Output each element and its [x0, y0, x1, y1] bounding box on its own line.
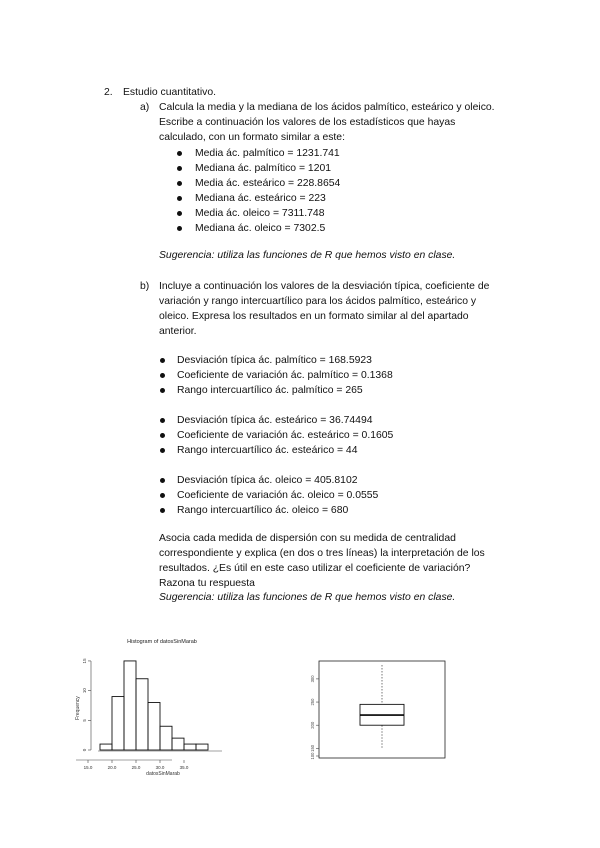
x-tick-label: 30.0: [155, 765, 165, 770]
histogram-bar: [112, 697, 124, 750]
list-item: Mediana ác. oleico = 7302.5: [195, 223, 326, 234]
bullet-icon: [160, 478, 165, 483]
list-item: Media ác. palmítico = 1231.741: [195, 148, 340, 159]
x-tick-label: 20.0: [107, 765, 117, 770]
histogram-bar: [172, 738, 184, 750]
bullet-icon: [160, 448, 165, 453]
list-item: Desviación típica ác. palmítico = 168.5923: [177, 355, 372, 366]
bullet-icon: [177, 196, 182, 201]
boxplot-chart: [305, 655, 450, 765]
section-number: 2.: [104, 87, 113, 98]
chart-title: Histogram of datosSinMarab: [127, 639, 197, 645]
bullet-icon: [160, 358, 165, 363]
y-tick-label: 300: [310, 675, 315, 683]
section-title: Estudio cuantitativo.: [123, 87, 216, 98]
bullet-icon: [177, 151, 182, 156]
part-b-label: b): [140, 281, 150, 292]
x-axis-label: datosSinMarab: [146, 771, 180, 777]
part-b-hint: Sugerencia: utiliza las funciones de R que hemos visto en clase.: [159, 592, 456, 603]
histogram-bar: [100, 744, 112, 750]
question-line: resultados. ¿Es útil en este caso utilizar el coeficiente de variación?: [159, 563, 471, 574]
x-tick-label: 25.0: [131, 765, 141, 770]
list-item: Rango intercuartílico ác. esteárico = 44: [177, 445, 358, 456]
question-line: Asocia cada medida de dispersión con su medida de centralidad: [159, 533, 456, 544]
bullet-icon: [160, 508, 165, 513]
bullet-icon: [160, 388, 165, 393]
list-item: Desviación típica ác. esteárico = 36.74494: [177, 415, 373, 426]
histogram-bar: [196, 744, 208, 750]
list-item: Media ác. oleico = 7311.748: [195, 208, 325, 219]
y-tick-label: 5: [82, 719, 87, 722]
bullet-icon: [160, 433, 165, 438]
histogram-bar: [136, 679, 148, 750]
y-tick-label: 0: [82, 748, 87, 752]
histogram-bar: [184, 744, 196, 750]
part-b-line: oleico. Expresa los resultados en un formato similar al del apartado: [159, 311, 469, 322]
bullet-icon: [177, 226, 182, 231]
bullet-icon: [177, 181, 182, 186]
bullet-icon: [177, 166, 182, 171]
bullet-icon: [160, 418, 165, 423]
list-item: Media ác. esteárico = 228.8654: [195, 178, 341, 189]
y-tick-label: 100: [310, 752, 315, 760]
question-line: correspondiente y explica (en dos o tres líneas) la interpretación de los: [159, 548, 485, 559]
part-a-label: a): [140, 102, 150, 113]
histogram-chart: [70, 633, 240, 783]
bullet-icon: [160, 493, 165, 498]
y-tick-label: 200: [310, 721, 315, 729]
part-a-hint: Sugerencia: utiliza las funciones de R que hemos visto en clase.: [159, 250, 456, 261]
part-a-line: Escribe a continuación los valores de los estadísticos que hayas: [159, 117, 456, 128]
list-item: Coeficiente de variación ác. esteárico = 0.1605: [177, 430, 394, 441]
x-tick-label: 35.0: [179, 765, 189, 770]
list-item: Rango intercuartílico ác. palmítico = 265: [177, 385, 363, 396]
histogram-bar: [124, 661, 136, 750]
list-item: Rango intercuartílico ác. oleico = 680: [177, 505, 349, 516]
histogram-bar: [148, 703, 160, 751]
bullet-icon: [177, 211, 182, 216]
list-item: Mediana ác. esteárico = 223: [195, 193, 326, 204]
histogram-bar: [160, 726, 172, 750]
part-b-line: variación y rango intercuartílico para los ácidos palmítico, esteárico y: [159, 296, 477, 307]
part-b-line: Incluye a continuación los valores de la desviación típica, coeficiente de: [159, 281, 490, 292]
list-item: Coeficiente de variación ác. oleico = 0.0555: [177, 490, 379, 501]
y-tick-label: 150: [310, 744, 315, 752]
bullet-icon: [160, 373, 165, 378]
x-tick-label: 15.0: [83, 765, 93, 770]
question-line: Razona tu respuesta: [159, 578, 255, 589]
y-tick-label: 250: [310, 698, 315, 706]
part-a-line: calculado, con un formato similar a este:: [159, 132, 345, 143]
y-tick-label: 15: [82, 658, 87, 664]
part-a-line: Calcula la media y la mediana de los ácidos palmítico, esteárico y oleico.: [159, 102, 495, 113]
y-tick-label: 10: [82, 688, 87, 694]
list-item: Desviación típica ác. oleico = 405.8102: [177, 475, 358, 486]
list-item: Coeficiente de variación ác. palmítico = 0.1368: [177, 370, 393, 381]
y-axis-label: Frequency: [75, 696, 81, 720]
part-b-line: anterior.: [159, 326, 197, 337]
list-item: Mediana ác. palmítico = 1201: [195, 163, 332, 174]
